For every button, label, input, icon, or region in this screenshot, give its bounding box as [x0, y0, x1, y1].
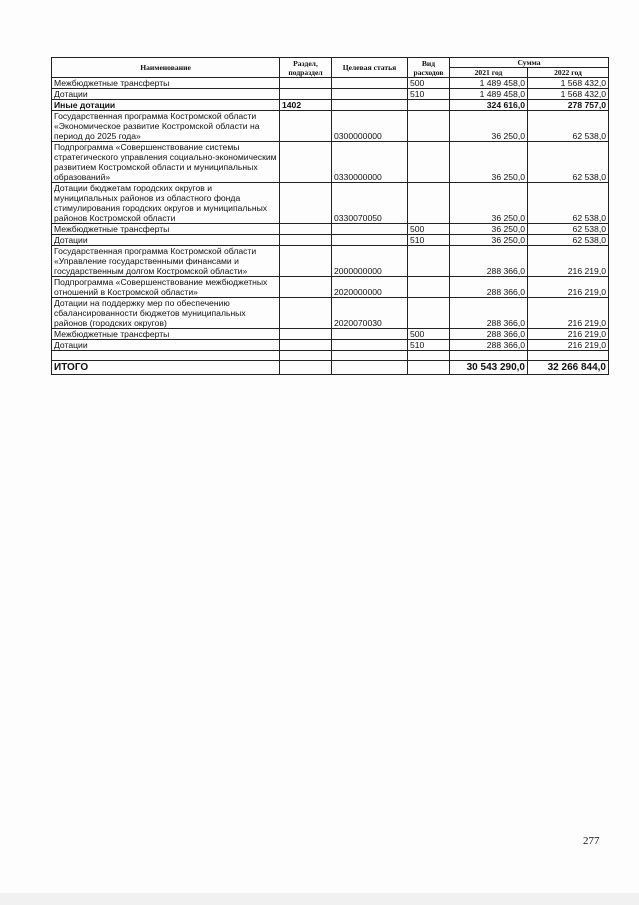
- row-type: 510: [408, 340, 450, 351]
- row-sum-2022: 1 568 432,0: [528, 89, 609, 100]
- row-sum-2021: 1 489 458,0: [450, 78, 528, 89]
- row-section: [280, 142, 332, 183]
- row-section: [280, 329, 332, 340]
- row-target: 0330070050: [332, 183, 408, 224]
- table-row: [52, 89, 609, 100]
- row-sum-2022: 62 538,0: [528, 224, 609, 235]
- header-type: Вид расходов: [408, 58, 450, 78]
- total-2021: 30 543 290,0: [450, 361, 528, 375]
- scan-bottom-edge: [0, 893, 639, 905]
- row-type: [408, 277, 450, 298]
- header-target: Целевая статья: [332, 58, 408, 78]
- row-section: [280, 340, 332, 351]
- total-empty-cell: [408, 361, 450, 375]
- total-empty-cell: [332, 361, 408, 375]
- row-section: [280, 246, 332, 277]
- row-target: 0330000000: [332, 142, 408, 183]
- row-target: 2000000000: [332, 246, 408, 277]
- row-target: [332, 329, 408, 340]
- row-sum-2022: 62 538,0: [528, 111, 609, 142]
- row-section: [280, 224, 332, 235]
- header-name: Наименование: [52, 58, 280, 78]
- spacer-cell: [528, 351, 609, 361]
- table-row: [52, 224, 609, 235]
- row-sum-2021: 288 366,0: [450, 246, 528, 277]
- row-type: [408, 142, 450, 183]
- row-section: 1402: [280, 100, 332, 111]
- row-sum-2022: 62 538,0: [528, 235, 609, 246]
- table-row: [52, 183, 609, 224]
- table-row: [52, 329, 609, 340]
- row-sum-2022: 216 219,0: [528, 277, 609, 298]
- table-row: [52, 100, 609, 111]
- row-sum-2022: 216 219,0: [528, 340, 609, 351]
- row-name: Дотации: [52, 89, 280, 100]
- page-number: 277: [583, 835, 600, 847]
- row-name: Государственная программа Костромской области «Экономическое развитие Костромской области на период до 2025 года»: [52, 111, 280, 142]
- row-target: 2020000000: [332, 277, 408, 298]
- row-sum-2021: 288 366,0: [450, 298, 528, 329]
- row-name: Дотации: [52, 340, 280, 351]
- row-name: Дотации на поддержку мер по обеспечению сбалансированности бюджетов муниципальных районов (городских округов): [52, 298, 280, 329]
- header-year-2022: 2022 год: [528, 68, 609, 78]
- row-target: [332, 78, 408, 89]
- row-sum-2021: 36 250,0: [450, 111, 528, 142]
- table-row: [52, 235, 609, 246]
- row-type: 510: [408, 235, 450, 246]
- row-target: [332, 235, 408, 246]
- header-row-top: [52, 58, 609, 68]
- header-section: Раздел, подраздел: [280, 58, 332, 78]
- row-target: [332, 340, 408, 351]
- row-sum-2021: 36 250,0: [450, 183, 528, 224]
- budget-table: [51, 57, 609, 375]
- row-target: [332, 100, 408, 111]
- row-sum-2021: 1 489 458,0: [450, 89, 528, 100]
- row-section: [280, 235, 332, 246]
- row-section: [280, 183, 332, 224]
- total-empty-cell: [280, 361, 332, 375]
- row-target: 2020070030: [332, 298, 408, 329]
- table-row: [52, 142, 609, 183]
- row-type: 500: [408, 224, 450, 235]
- table-row: [52, 277, 609, 298]
- row-name: Подпрограмма «Совершенствование межбюджетных отношений в Костромской области»: [52, 277, 280, 298]
- row-sum-2021: 288 366,0: [450, 340, 528, 351]
- row-sum-2022: 62 538,0: [528, 142, 609, 183]
- total-2022: 32 266 844,0: [528, 361, 609, 375]
- row-type: [408, 183, 450, 224]
- total-label: ИТОГО: [52, 361, 280, 375]
- spacer-cell: [408, 351, 450, 361]
- row-section: [280, 78, 332, 89]
- table-row: [52, 340, 609, 351]
- spacer-cell: [332, 351, 408, 361]
- row-sum-2021: 288 366,0: [450, 277, 528, 298]
- spacer-row: [52, 351, 609, 361]
- row-section: [280, 111, 332, 142]
- table-body: [52, 78, 609, 351]
- row-target: [332, 89, 408, 100]
- header-year-2021: 2021 год: [450, 68, 528, 78]
- row-sum-2021: 324 616,0: [450, 100, 528, 111]
- row-type: 510: [408, 89, 450, 100]
- row-sum-2021: 36 250,0: [450, 235, 528, 246]
- row-name: Подпрограмма «Совершенствование системы стратегического управления социально-экономическим развитием Костромской области и муниципальных образований»: [52, 142, 280, 183]
- header-sum: Сумма: [450, 58, 609, 68]
- row-sum-2022: 1 568 432,0: [528, 78, 609, 89]
- row-target: 0300000000: [332, 111, 408, 142]
- table-row: [52, 298, 609, 329]
- row-type: [408, 298, 450, 329]
- row-target: [332, 224, 408, 235]
- row-section: [280, 89, 332, 100]
- row-section: [280, 298, 332, 329]
- spacer-cell: [52, 351, 280, 361]
- row-type: [408, 100, 450, 111]
- spacer-cell: [280, 351, 332, 361]
- row-type: [408, 246, 450, 277]
- row-type: 500: [408, 78, 450, 89]
- row-type: [408, 111, 450, 142]
- table-row: [52, 78, 609, 89]
- row-sum-2022: 216 219,0: [528, 246, 609, 277]
- row-sum-2021: 36 250,0: [450, 224, 528, 235]
- row-sum-2022: 278 757,0: [528, 100, 609, 111]
- row-name: Дотации бюджетам городских округов и муниципальных районов из областного фонда стимулирования городских округов и муниципальных районов Костромской области: [52, 183, 280, 224]
- row-sum-2022: 216 219,0: [528, 298, 609, 329]
- row-name: Межбюджетные трансферты: [52, 329, 280, 340]
- table-row: [52, 246, 609, 277]
- spacer-cell: [450, 351, 528, 361]
- row-type: 500: [408, 329, 450, 340]
- row-sum-2021: 36 250,0: [450, 142, 528, 183]
- row-name: Дотации: [52, 235, 280, 246]
- row-sum-2022: 62 538,0: [528, 183, 609, 224]
- row-section: [280, 277, 332, 298]
- row-name: Межбюджетные трансферты: [52, 78, 280, 89]
- row-sum-2022: 216 219,0: [528, 329, 609, 340]
- row-name: Иные дотации: [52, 100, 280, 111]
- total-row: [52, 361, 609, 375]
- row-name: Межбюджетные трансферты: [52, 224, 280, 235]
- row-sum-2021: 288 366,0: [450, 329, 528, 340]
- table-row: [52, 111, 609, 142]
- row-name: Государственная программа Костромской области «Управление государственными финансами и государственным долгом Костромской области»: [52, 246, 280, 277]
